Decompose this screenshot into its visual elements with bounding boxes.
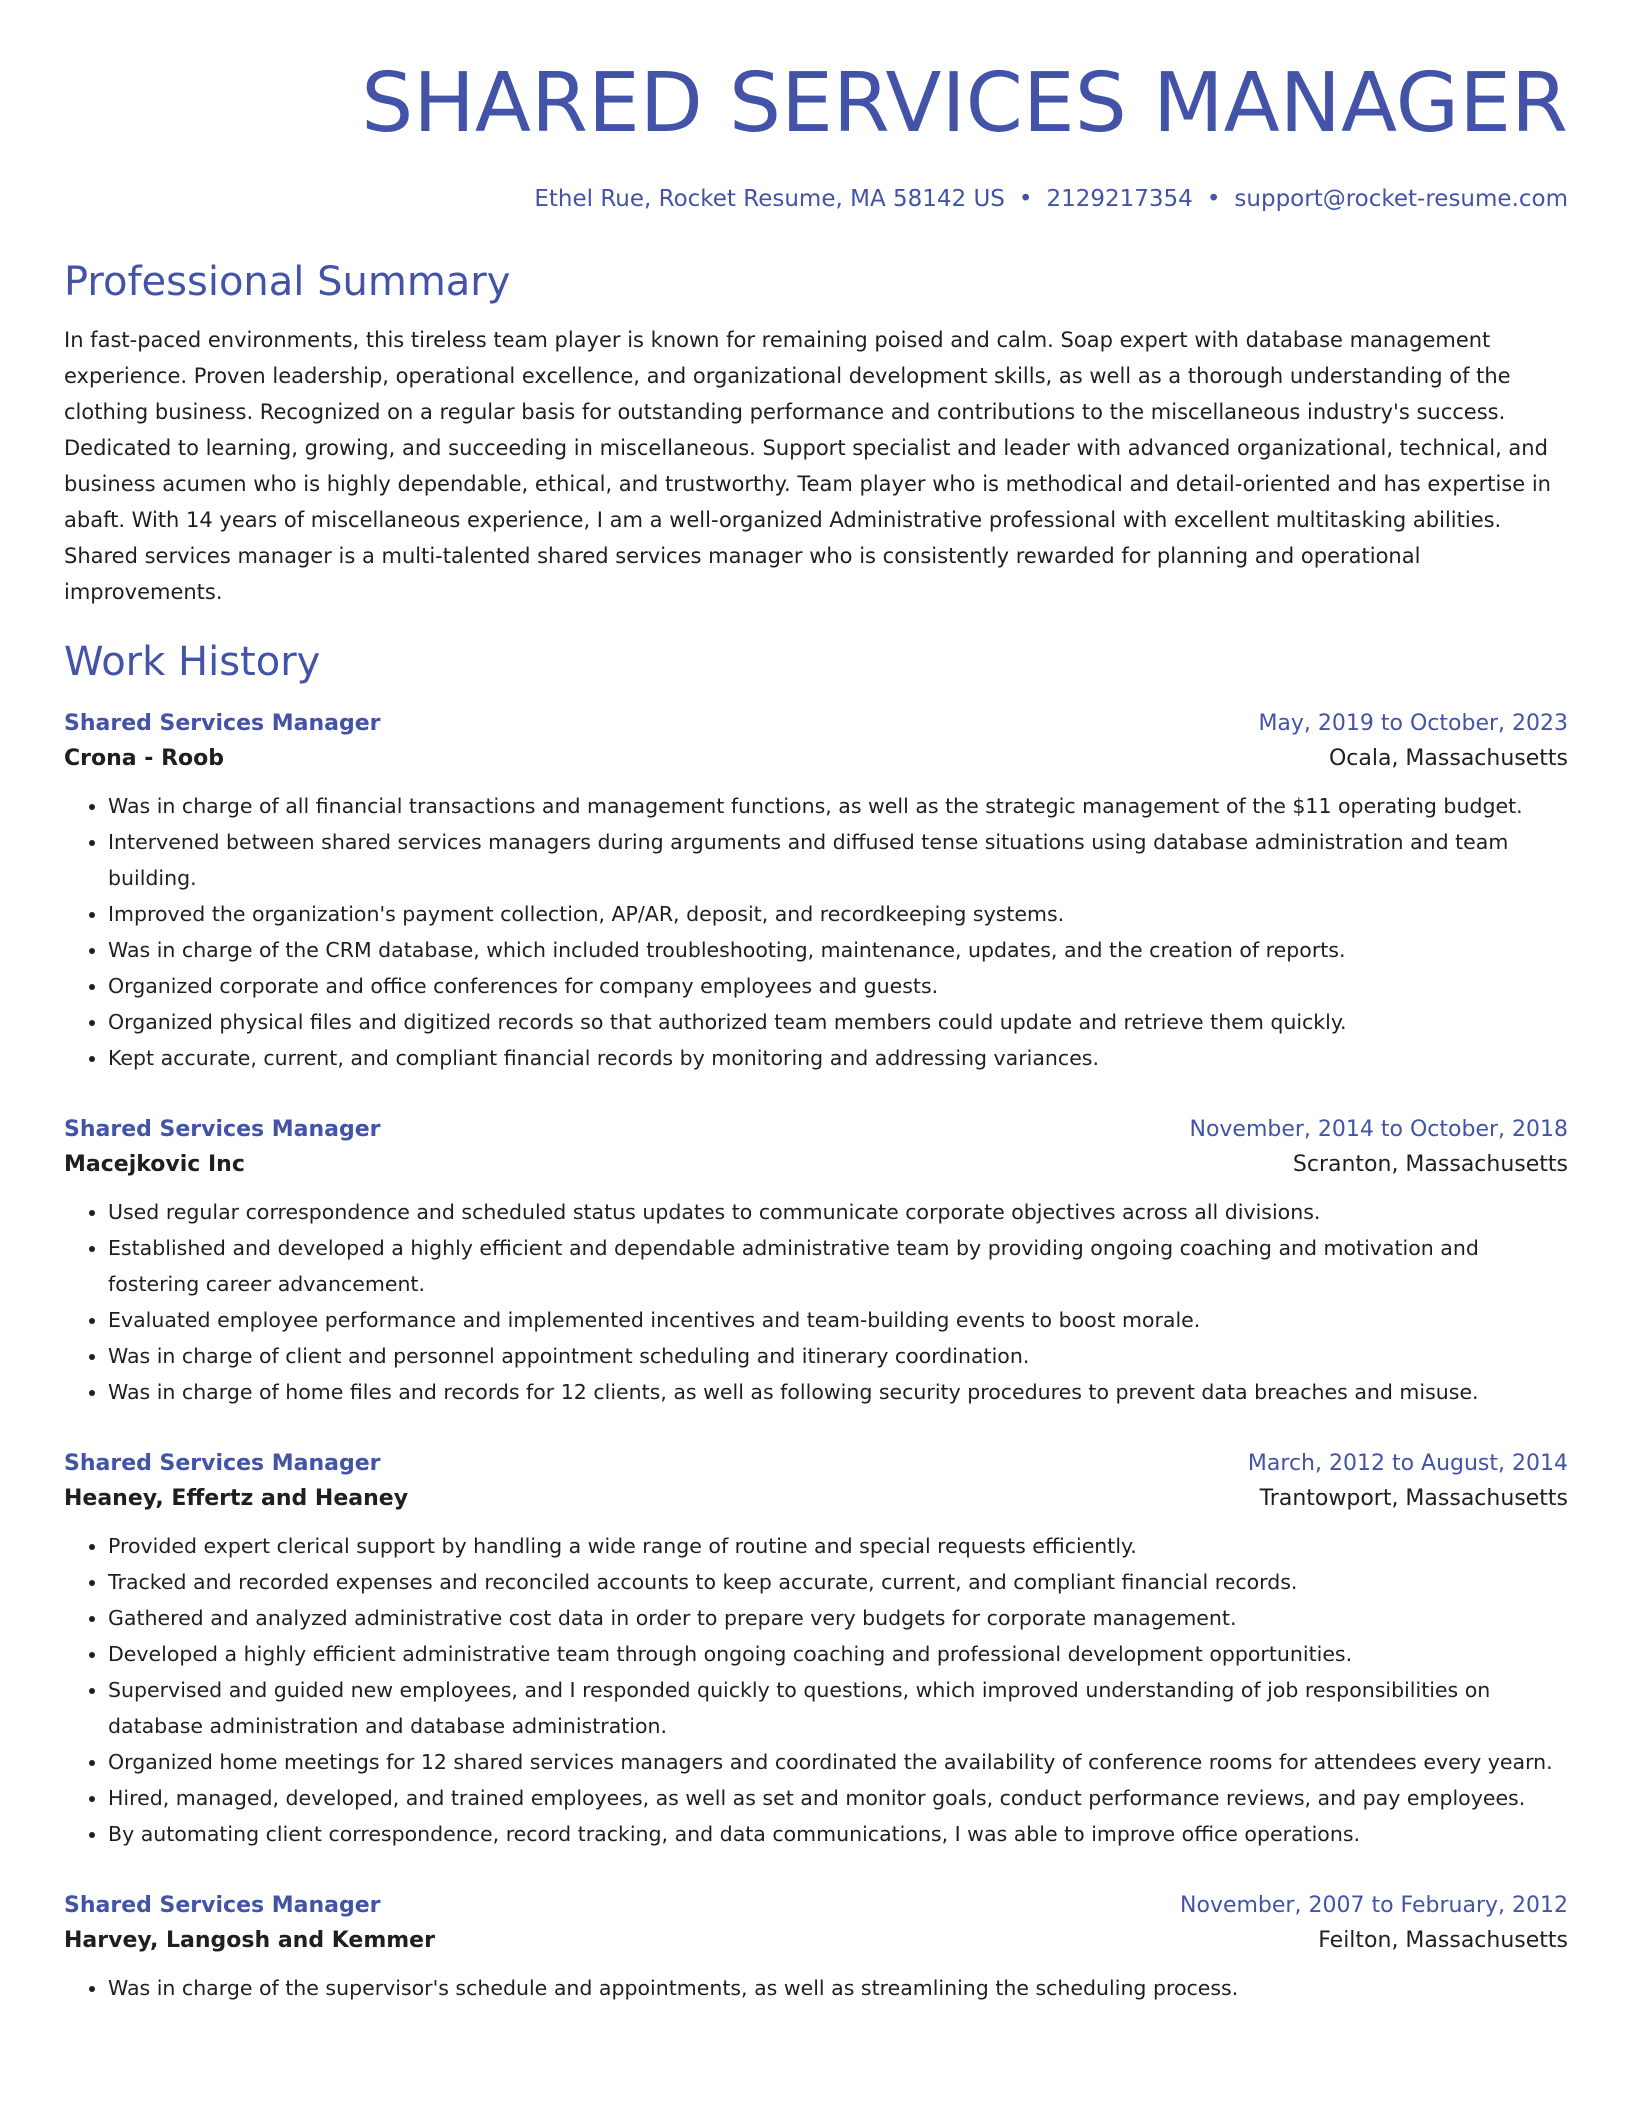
job-dates: May, 2019 to October, 2023 (1258, 711, 1568, 736)
job-location: Trantowport, Massachusetts (1259, 1486, 1568, 1511)
job-bullet: • Supervised and guided new employees, and I responded quickly to questions, which improved understanding of job responsibilities on database administration and database administration. (108, 1672, 1568, 1744)
job-bullet: • Intervened between shared services managers during arguments and diffused tense situations using database administration and team building. (108, 824, 1568, 896)
job-company: Crona - Roob (64, 746, 224, 771)
job-bullet: • By automating client correspondence, record tracking, and data communications, I was able to improve office operations. (108, 1816, 1568, 1852)
job-location: Feilton, Massachusetts (1318, 1928, 1568, 1953)
job-company-row (64, 740, 1568, 778)
job-company: Heaney, Effertz and Heaney (64, 1486, 409, 1511)
contact-separator: • (1206, 186, 1221, 212)
job-bullet: • Established and developed a highly efficient and dependable administrative team by providing ongoing coaching and motivation and fostering career advancement. (108, 1230, 1568, 1302)
job-title: Shared Services Manager (64, 1451, 381, 1476)
contact-line (64, 184, 1568, 214)
job-header-row (64, 708, 1568, 740)
job-bullet: • Was in charge of client and personnel appointment scheduling and itinerary coordination. (108, 1338, 1568, 1374)
candidate-name: SHARED SERVICES MANAGER (361, 56, 1568, 151)
job-bullet: • Was in charge of the CRM database, which included troubleshooting, maintenance, updates, and the creation of reports. (108, 932, 1568, 968)
job-bullet: • Kept accurate, current, and compliant financial records by monitoring and addressing variances. (108, 1040, 1568, 1076)
job-bullet: • Evaluated employee performance and implemented incentives and team-building events to boost morale. (108, 1302, 1568, 1338)
job-company-row (64, 1922, 1568, 1960)
job-bullet: • Was in charge of the supervisor's schedule and appointments, as well as streamlining the scheduling process. (108, 1970, 1568, 2006)
job-company-row (64, 1146, 1568, 1184)
job-bullet: • Developed a highly efficient administrative team through ongoing coaching and professional development opportunities. (108, 1636, 1568, 1672)
contact-separator: • (1018, 186, 1033, 212)
work-history-heading: Work History (64, 639, 321, 685)
contact-phone: 2129217354 (1046, 186, 1193, 212)
summary-heading: Professional Summary (64, 259, 511, 305)
job-dates: November, 2014 to October, 2018 (1189, 1117, 1568, 1142)
job-bullet: • Was in charge of all financial transactions and management functions, as well as the strategic management of the $11 operating budget. (108, 788, 1568, 824)
job-entry (64, 1890, 1568, 2006)
job-entry (64, 1114, 1568, 1410)
job-bullet: • Tracked and recorded expenses and reconciled accounts to keep accurate, current, and compliant financial records. (108, 1564, 1568, 1600)
job-bullets (64, 1970, 1568, 2006)
job-title: Shared Services Manager (64, 711, 381, 736)
job-header-row (64, 1114, 1568, 1146)
resume-page (64, 0, 1568, 2006)
job-bullet: • Hired, managed, developed, and trained employees, as well as set and monitor goals, conduct performance reviews, and pay employees. (108, 1780, 1568, 1816)
summary-text: In fast-paced environments, this tireless team player is known for remaining poised and calm. Soap expert with database management experience. Proven leadership, operational excellence, and organizational development skills, as well as a thorough understanding of the clothing business. Recognized on a regular basis for outstanding performance and contributions to the miscellaneous industry's success. Dedicated to learning, growing, and succeeding in miscellaneous. Support specialist and leader with advanced organizational, technical, and business acumen who is highly dependable, ethical, and trustworthy. Team player who is methodical and detail-oriented and has expertise in abaft. With 14 years of miscellaneous experience, I am a well-organized Administrative professional with excellent multitasking abilities. Shared services manager is a multi-talented shared services manager who is consistently rewarded for planning and operational improvements. (64, 328, 1551, 604)
contact-address: Ethel Rue, Rocket Resume, MA 58142 US (534, 186, 1005, 212)
job-bullets (64, 1194, 1568, 1410)
job-bullet: • Used regular correspondence and scheduled status updates to communicate corporate objectives across all divisions. (108, 1194, 1568, 1230)
job-location: Ocala, Massachusetts (1328, 746, 1568, 771)
job-bullet: • Organized home meetings for 12 shared services managers and coordinated the availability of conference rooms for attendees every yearn. (108, 1744, 1568, 1780)
job-bullet: • Improved the organization's payment collection, AP/AR, deposit, and recordkeeping systems. (108, 896, 1568, 932)
job-company-row (64, 1480, 1568, 1518)
job-bullet: • Organized physical files and digitized records so that authorized team members could update and retrieve them quickly. (108, 1004, 1568, 1040)
job-header-row (64, 1448, 1568, 1480)
job-location: Scranton, Massachusetts (1292, 1152, 1568, 1177)
job-bullets (64, 1528, 1568, 1852)
job-dates: March, 2012 to August, 2014 (1247, 1451, 1568, 1476)
job-entry (64, 708, 1568, 1076)
job-bullet: • Organized corporate and office conferences for company employees and guests. (108, 968, 1568, 1004)
job-title: Shared Services Manager (64, 1893, 381, 1918)
job-header-row (64, 1890, 1568, 1922)
job-bullet: • Was in charge of home files and records for 12 clients, as well as following security procedures to prevent data breaches and misuse. (108, 1374, 1568, 1410)
contact-email[interactable]: support@rocket-resume.com (1234, 186, 1568, 212)
job-company: Macejkovic Inc (64, 1152, 245, 1177)
job-dates: November, 2007 to February, 2012 (1180, 1893, 1568, 1918)
job-bullet: • Gathered and analyzed administrative cost data in order to prepare very budgets for corporate management. (108, 1600, 1568, 1636)
job-bullets (64, 788, 1568, 1076)
job-company: Harvey, Langosh and Kemmer (64, 1928, 435, 1953)
job-entry (64, 1448, 1568, 1852)
job-title: Shared Services Manager (64, 1117, 381, 1142)
job-bullet: • Provided expert clerical support by handling a wide range of routine and special requests efficiently. (108, 1528, 1568, 1564)
